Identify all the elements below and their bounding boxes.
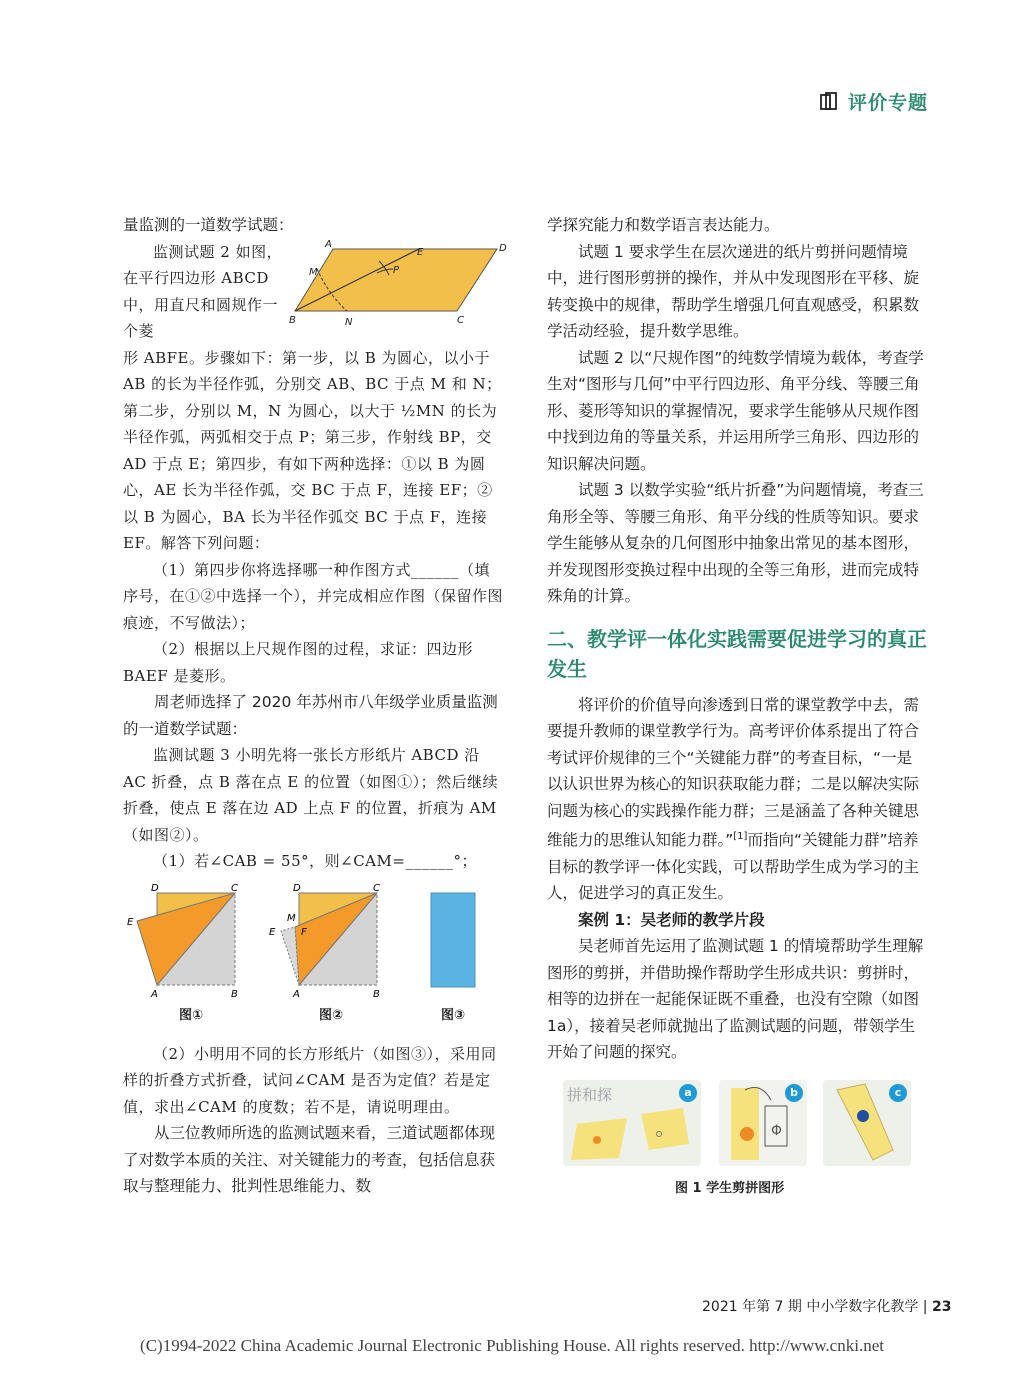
badge: c bbox=[889, 1084, 907, 1102]
exam-3-q2: （2）小明用不同的长方形纸片（如图③），采用同样的折叠方式折叠，试问∠CAM 是否为定值？若是定值，求出∠CAM 的度数；若不是，请说明理由。 bbox=[123, 1044, 497, 1116]
svg-text:P: P bbox=[393, 264, 400, 276]
photo-a bbox=[563, 1080, 701, 1166]
paragraph: 试题 3 以数学实验“纸片折叠”为问题情境，考查三角形全等、等腰三角形、角平分线的性质等知识。要求学生能够从复杂的几何图形中抽象出常见的基本图形，并发现图形变换过程中出现的全等三角形，进而完成特殊角的计算。 bbox=[547, 481, 924, 605]
copyright-line: (C)1994-2022 China Academic Journal Electronic Publishing House. All rights reserved. http://www.cnki.net bbox=[140, 1336, 884, 1355]
section-heading: 二、教学评一体化实践需要促进学习的真正发生 bbox=[547, 626, 927, 681]
section-title: 评价专题 bbox=[848, 92, 929, 114]
figure-1-fold bbox=[127, 882, 247, 1000]
figure-caption: 图① bbox=[178, 1007, 203, 1023]
svg-text:D: D bbox=[293, 882, 301, 894]
handwriting: 拼和探 bbox=[567, 1085, 613, 1104]
paragraph: 周老师选择了 2020 年苏州市八年级学业质量监测的一道数学试题： bbox=[123, 693, 498, 738]
svg-text:E: E bbox=[127, 916, 134, 928]
figure-1-photos bbox=[547, 1080, 927, 1196]
exam-2-q2: （2）根据以上尺规作图的过程，求证：四边形 BAEF 是菱形。 bbox=[123, 640, 474, 685]
exam-2-q1: （1）第四步你将选择哪一种作图方式______（填序号，在①②中选择一个），并完成相应作图（保留作图痕迹，不写做法）； bbox=[123, 560, 504, 632]
svg-text:M: M bbox=[287, 912, 296, 924]
svg-text:E: E bbox=[269, 926, 276, 938]
svg-text:D: D bbox=[151, 882, 159, 894]
paragraph-text: 而指向“关键能力群”培养目标的教学评一体化实践，可以帮助学生成为学习的主人，促进学习的真正发生。 bbox=[547, 831, 920, 903]
folding-figures bbox=[123, 881, 503, 1041]
svg-text:A: A bbox=[293, 988, 300, 1000]
svg-text:N: N bbox=[345, 316, 353, 328]
issue-info: 2021 年第 7 期 中小学数字化教学 bbox=[702, 1299, 919, 1315]
svg-text:B: B bbox=[373, 988, 380, 1000]
svg-text:M: M bbox=[309, 266, 318, 278]
section-header bbox=[818, 88, 928, 115]
exam-3-q1: （1）若∠CAB = 55°，则∠CAM=______°； bbox=[153, 852, 477, 870]
figure-caption: 图③ bbox=[440, 1007, 465, 1023]
page-number: 23 bbox=[931, 1299, 952, 1315]
exam-2-steps: 形 ABFE。步骤如下：第一步，以 B 为圆心，以小于 AB 的长为半径作弧，分别交 AB、BC 于点 M 和 N；第二步，分别以 M，N 为圆心，以大于 ½MN 的长为半径作弧，两弧相交于点 P；第三步，作射线 BP，交 AD 于点 E；第四步，有如下两种选择：①以 B 为圆心，AE 长为半径作弧，交 BC 于点 F，连接 EF；②以 B 为圆心，BA 长为半径作弧交 BC 于点 F，连接 EF。解答下列问题： bbox=[123, 348, 502, 552]
svg-text:C: C bbox=[373, 882, 380, 894]
parallelogram-figure bbox=[289, 239, 505, 331]
paragraph: 从三位教师所选的监测试题来看，三道试题都体现了对数学本质的关注、对关键能力的考查，包括信息获取与整理能力、批判性思维能力、数 bbox=[123, 1124, 496, 1195]
case-heading: 案例 1：吴老师的教学片段 bbox=[578, 910, 765, 929]
photo-b bbox=[719, 1080, 807, 1166]
svg-text:B: B bbox=[289, 314, 296, 326]
paragraph: 试题 1 要求学生在层次递进的纸片剪拼问题情境中，进行图形剪拼的操作，并从中发现图形在平移、旋转变换中的规律，帮助学生增强几何直观感受，积累数学活动经验，提升数学思维。 bbox=[547, 242, 920, 340]
figure-caption: 图② bbox=[318, 1007, 343, 1023]
exam-2-intro: 监测试题 2 如图，在平行四边形 ABCD 中，用直尺和圆规作一个菱 bbox=[123, 242, 283, 340]
exam-question-3: 监测试题 3 小明先将一张长方形纸片 ABCD 沿 AC 折叠，点 B 落在点 E 的位置（如图①）；然后继续折叠，使点 E 落在边 AD 上点 F 的位置，折痕为 AM（如图②）。 bbox=[123, 746, 499, 844]
paragraph: 吴老师首先运用了监测试题 1 的情境帮助学生理解图形的剪拼，并借助操作帮助学生形成共识：剪拼时，相等的边拼在一起能保证既不重叠，也没有空隙（如图 1a），接着吴老师就抛出了监测试题的问题，带领学生开始了问题的探究。 bbox=[547, 937, 924, 1062]
badge: a bbox=[679, 1084, 697, 1102]
paragraph: 试题 2 以“尺规作图”的纯数学情境为载体，考查学生对“图形与几何”中平行四边形、角平分线、等腰三角形、菱形等知识的掌握情况，要求学生能够从尺规作图中找到边角的等量关系，并运用所学三角形、四边形的知识解决问题。 bbox=[547, 348, 924, 473]
left-column bbox=[123, 212, 507, 1200]
paragraph: 量监测的一道数学试题： bbox=[123, 216, 294, 234]
footer-divider: | bbox=[922, 1299, 932, 1315]
citation-ref: [1] bbox=[733, 831, 748, 842]
svg-text:A: A bbox=[325, 238, 332, 250]
svg-text:D: D bbox=[499, 242, 507, 254]
right-column bbox=[547, 212, 927, 1196]
svg-text:F: F bbox=[301, 926, 307, 938]
paragraph bbox=[547, 692, 927, 907]
paragraph-text: 将评价的价值导向渗透到日常的课堂教学中去，需要提升教师的课堂教学行为。高考评价体系提出了符合考试评价规律的三个“关键能力群”的考查目标，“一是以认识世界为核心的知识获取能力群；二是以解决实际问题为核心的实践操作能力群；三是涵盖了各种关键思维能力的思维认知能力群。” bbox=[547, 695, 920, 850]
page-footer bbox=[702, 1296, 951, 1316]
svg-text:C: C bbox=[457, 314, 464, 326]
badge: b bbox=[785, 1084, 803, 1102]
paragraph: 学探究能力和数学语言表达能力。 bbox=[547, 216, 780, 234]
photo-c bbox=[823, 1080, 911, 1166]
book-icon bbox=[818, 91, 840, 113]
handwriting: Φ bbox=[771, 1122, 783, 1139]
svg-text:E: E bbox=[417, 246, 424, 258]
figure-2-fold bbox=[269, 882, 389, 1000]
exam-question-2 bbox=[123, 238, 507, 345]
svg-text:A: A bbox=[151, 988, 158, 1000]
svg-text:B: B bbox=[231, 988, 238, 1000]
svg-text:C: C bbox=[231, 882, 238, 894]
figure-caption: 图 1 学生剪拼图形 bbox=[675, 1180, 785, 1196]
figure-3-rectangle bbox=[429, 891, 479, 991]
